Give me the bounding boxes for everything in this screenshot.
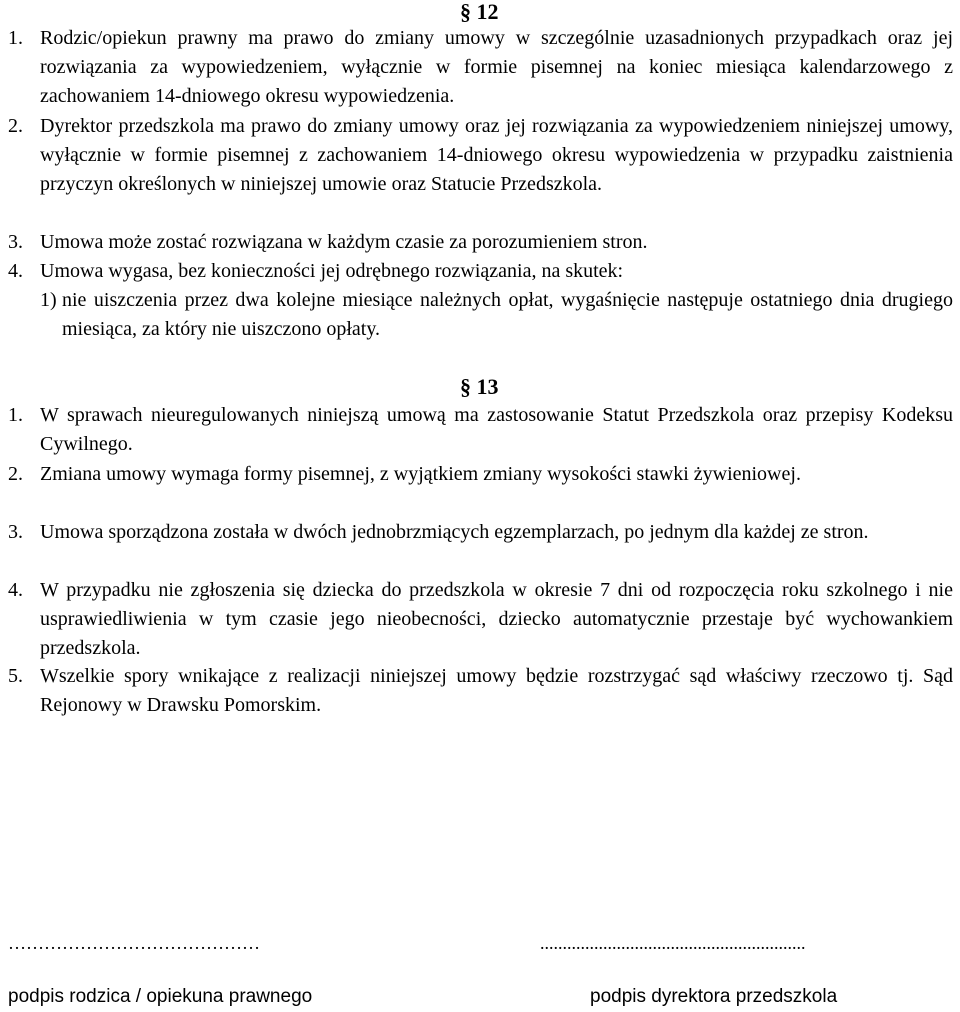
section-13-item-4 (8, 576, 953, 663)
director-signature-line: ........................................................... (540, 933, 806, 953)
item-number: 4. (8, 579, 23, 601)
item-text: Zmiana umowy wymaga formy pisemnej, z wyjątkiem zmiany wysokości stawki żywieniowej. (40, 463, 801, 485)
parent-signature-line: …………………………………… (8, 933, 260, 953)
item-text: Dyrektor przedszkola ma prawo do zmiany umowy oraz jej rozwiązania za wypowiedzeniem niniejszej umowy, wyłącznie w formie pisemnej z zachowaniem 14-dniowego okresu wypowiedzenia w przypadku zaistnienia przyczyn określonych w niniejszej umowie oraz Statucie Przedszkola. (40, 115, 953, 195)
item-number: 5. (8, 665, 23, 687)
item-number: 4. (8, 260, 23, 282)
item-number: 3. (8, 521, 23, 543)
subitem-text: nie uiszczenia przez dwa kolejne miesiące należnych opłat, wygaśnięcie następuje ostatniego dnia drugiego miesiąca, za który nie uiszczono opłaty. (62, 289, 953, 340)
item-text: Rodzic/opiekun prawny ma prawo do zmiany umowy w szczególnie uzasadnionych przypadkach oraz jej rozwiązania za wypowiedzeniem, wyłącznie w formie pisemnej na koniec miesiąca kalendarzowego z zachowaniem 14-dniowego okresu wypowiedzenia. (40, 27, 953, 107)
section-13-item-5 (8, 662, 953, 720)
item-text: Umowa może zostać rozwiązana w każdym czasie za porozumieniem stron. (40, 231, 648, 253)
item-text: Wszelkie spory wnikające z realizacji niniejszej umowy będzie rozstrzygać sąd właściwy rzeczowo tj. Sąd Rejonowy w Drawsku Pomorskim. (40, 665, 953, 716)
item-text: W sprawach nieuregulowanych niniejszą umową ma zastosowanie Statut Przedszkola oraz przepisy Kodeksu Cywilnego. (40, 404, 953, 455)
section-13-item-1 (8, 401, 953, 459)
section-12-item-3 (8, 228, 953, 257)
item-text: W przypadku nie zgłoszenia się dziecka do przedszkola w okresie 7 dni od rozpoczęcia roku szkolnego i nie usprawiedliwienia w tym czasie jego nieobecności, dziecko automatycznie przestaje być wychowankiem przedszkola. (40, 579, 953, 659)
item-number: 3. (8, 231, 23, 253)
item-number: 1. (8, 27, 23, 49)
section-13-item-3 (8, 518, 953, 547)
section-13-item-2 (8, 460, 953, 489)
section-12-item-2 (8, 112, 953, 199)
section-12-subitem-1 (8, 286, 953, 344)
item-number: 2. (8, 115, 23, 137)
section-12-item-1 (8, 24, 953, 111)
director-signature-label: podpis dyrektora przedszkola (590, 986, 838, 1007)
parent-signature-label: podpis rodzica / opiekuna prawnego (8, 986, 313, 1007)
section-13-heading: § 13 (460, 374, 499, 399)
item-number: 1. (8, 404, 23, 426)
item-number: 2. (8, 463, 23, 485)
section-12-item-4 (8, 257, 953, 286)
section-12-heading: § 12 (460, 0, 499, 24)
subitem-number: 1) (40, 289, 57, 311)
item-text: Umowa wygasa, bez konieczności jej odrębnego rozwiązania, na skutek: (40, 260, 624, 282)
item-text: Umowa sporządzona została w dwóch jednobrzmiących egzemplarzach, po jednym dla każdej ze stron. (40, 521, 869, 543)
